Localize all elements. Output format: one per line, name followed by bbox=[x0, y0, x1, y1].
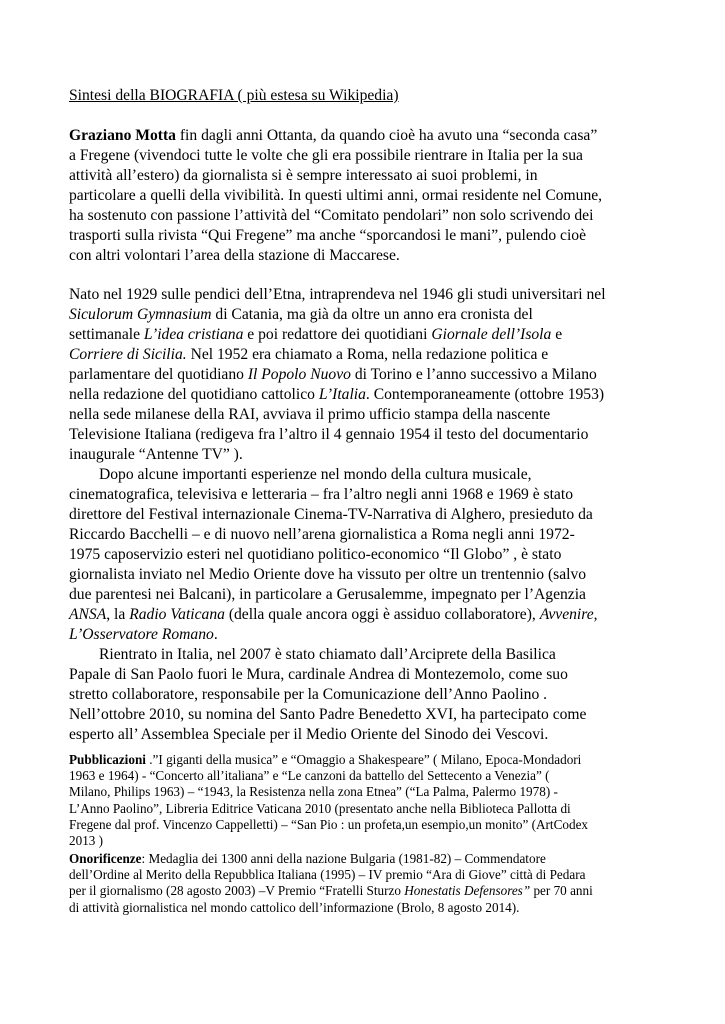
publications-line: 2013 ) bbox=[69, 832, 104, 848]
intro-line: particolare a quelli della vivibilità. In questi ultimi anni, ormai residente nel Comune, bbox=[69, 187, 603, 204]
bio-line: parlamentare del quotidiano Il Popolo Nuovo di Torino e l’anno successivo a Milano bbox=[69, 366, 597, 383]
bio-line: nella redazione del quotidiano cattolico L’Italia. Contemporaneamente (ottobre 1953) bbox=[69, 386, 605, 403]
publications-line: Pubblicazioni .”I giganti della musica” e “Omaggio a Shakespeare” ( Milano, Epoca-Mondadori bbox=[69, 752, 582, 767]
publications-line: Milano, Philips 1963) – “1943, la Resistenza nella zona Etnea” (“La Palma, Palermo 1978) - bbox=[69, 784, 558, 800]
honors-label: Onorificenze bbox=[69, 851, 142, 866]
intro-line: a Fregene (vivendoci tutte le volte che gli era possibile rientrare in Italia per la sua bbox=[69, 147, 583, 164]
bio-line: Siculorum Gymnasium di Catania, ma già da oltre un anno era cronista del bbox=[69, 306, 533, 323]
page-title: Sintesi della BIOGRAFIA ( più estesa su Wikipedia) bbox=[69, 87, 399, 104]
publications-line: L’Anno Paolino”, Libreria Editrice Vaticana 2010 (presentato anche nella Biblioteca Pallotta di bbox=[69, 800, 571, 816]
honors-line: di attività giornalistica nel mondo cattolico dell’informazione (Brolo, 8 agosto 2014). bbox=[69, 899, 520, 915]
bio-line: Papale di San Paolo fuori le Mura, cardinale Andrea di Montezemolo, come suo bbox=[69, 666, 568, 683]
bio-line: Televisione Italiana (redigeva fra l’altro il 4 gennaio 1954 il testo del documentario bbox=[69, 426, 589, 443]
bio-line: stretto collaboratore, responsabile per la Comunicazione dell’Anno Paolino . bbox=[69, 686, 548, 703]
person-name: Graziano Motta bbox=[69, 127, 176, 144]
bio-line: Rientrato in Italia, nel 2007 è stato chiamato dall’Arciprete della Basilica bbox=[99, 646, 556, 663]
honors-line: dell’Ordine al Merito della Repubblica Italiana (1995) – IV premio “Ara di Giove” città di Pedara bbox=[69, 867, 586, 883]
intro-line: attività all’estero) da giornalista si è sempre interessato ai suoi problemi, in bbox=[69, 167, 538, 184]
bio-line: Nell’ottobre 2010, su nomina del Santo Padre Benedetto XVI, ha partecipato come bbox=[69, 706, 587, 723]
honors-line: per il giornalismo (28 agosto 2003) –V Premio “Fratelli Sturzo Honestatis Defensores” per 70 anni bbox=[69, 883, 593, 899]
bio-line: due parentesi nei Balcani), in particolare a Gerusalemme, impegnato per l’Agenzia bbox=[69, 586, 586, 603]
publications-section bbox=[69, 752, 669, 849]
bio-line: settimanale L’idea cristiana e poi redattore dei quotidiani Giornale dell’Isola e bbox=[69, 326, 563, 343]
bio-line: Dopo alcune importanti esperienze nel mondo della cultura musicale, bbox=[99, 466, 532, 483]
publications-line: 1963 e 1964) - “Concerto all’italiana” e “Le canzoni da battello del Settecento a Venezia” ( bbox=[69, 768, 550, 784]
bio-line: inaugurale “Antenne TV” ). bbox=[69, 446, 243, 463]
bio-line: L’Osservatore Romano. bbox=[69, 626, 218, 643]
bio-line: nella sede milanese della RAI, avviava il primo ufficio stampa della nascente bbox=[69, 406, 551, 423]
honors-line: Onorificenze: Medaglia dei 1300 anni della nazione Bulgaria (1981-82) – Commendatore bbox=[69, 851, 546, 866]
intro-paragraph bbox=[69, 126, 669, 266]
bio-line: Corriere di Sicilia. Nel 1952 era chiamato a Roma, nella redazione politica e bbox=[69, 346, 549, 363]
bio-line: cinematografica, televisiva e letteraria – fra l’altro negli anni 1968 e 1969 è stato bbox=[69, 486, 573, 503]
intro-line: ha sostenuto con passione l’attività del “Comitato pendolari” non solo scrivendo dei bbox=[69, 207, 594, 224]
intro-line: con altri volontari l’area della stazione di Maccarese. bbox=[69, 247, 400, 264]
intro-line: trasporti sulla rivista “Qui Fregene” ma anche “sporcandosi le mani”, pulendo cioè bbox=[69, 227, 587, 244]
honors-section bbox=[69, 851, 669, 916]
bio-line: 1975 caposervizio esteri nel quotidiano politico-economico “Il Globo” , è stato bbox=[69, 546, 562, 563]
bio-line: esperto all’ Assemblea Speciale per il Medio Oriente del Sinodo dei Vescovi. bbox=[69, 726, 549, 743]
biography-paragraph bbox=[69, 285, 669, 745]
publications-label: Pubblicazioni bbox=[69, 752, 146, 767]
publications-line: Fregene dal prof. Vincenzo Cappelletti) – “San Pio : un profeta,un esempio,un monito” (ArtCodex bbox=[69, 816, 589, 832]
intro-line: Graziano Motta fin dagli anni Ottanta, da quando cioè ha avuto una “seconda casa” bbox=[69, 127, 598, 144]
bio-line: giornalista inviato nel Medio Oriente dove ha vissuto per oltre un trentennio (salvo bbox=[69, 566, 587, 583]
bio-line: ANSA, la Radio Vaticana (della quale ancora oggi è assiduo collaboratore), Avvenire, bbox=[69, 606, 598, 623]
bio-line: direttore del Festival internazionale Cinema-TV-Narrativa di Alghero, presieduto da bbox=[69, 506, 593, 523]
bio-line: Riccardo Bacchelli – e di nuovo nell’arena giornalistica a Roma negli anni 1972- bbox=[69, 526, 575, 543]
bio-line: Nato nel 1929 sulle pendici dell’Etna, intraprendeva nel 1946 gli studi universitari nel bbox=[69, 286, 606, 303]
